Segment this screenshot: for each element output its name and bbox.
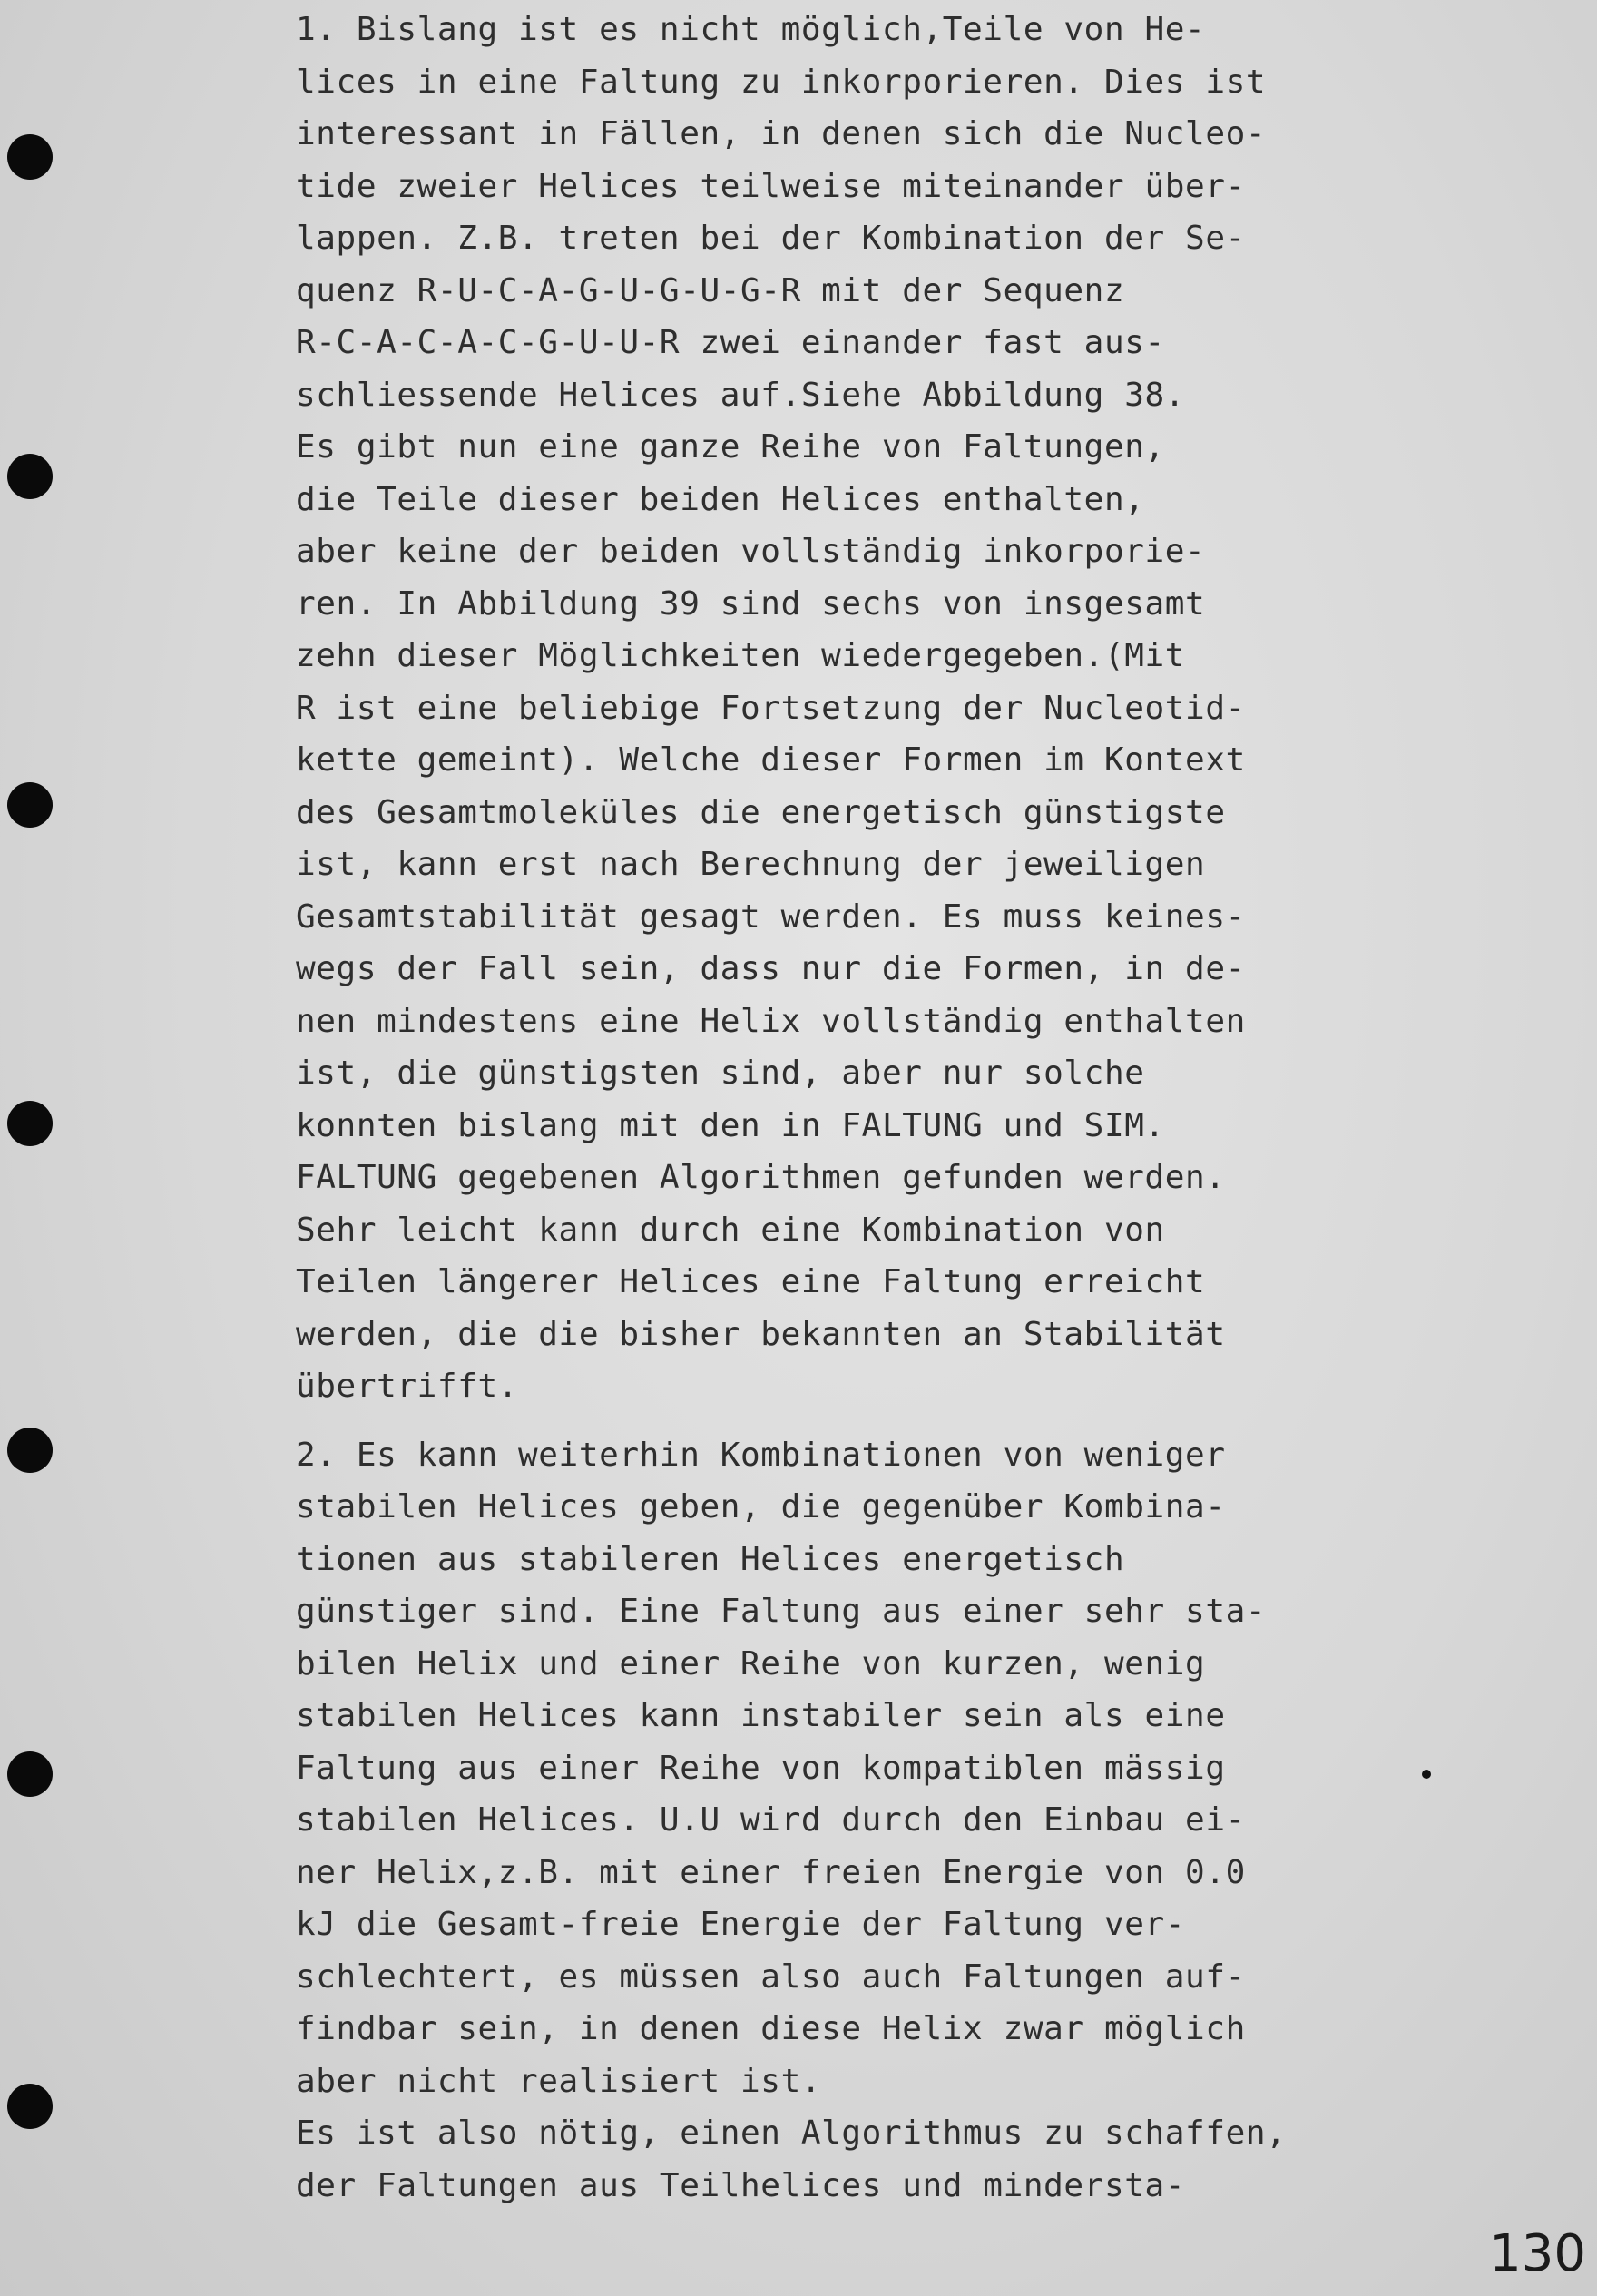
- text-line: 2. Es kann weiterhin Kombinationen von weniger: [296, 1436, 1226, 1474]
- text-line: quenz R-U-C-A-G-U-G-U-G-R mit der Sequenz: [296, 271, 1125, 309]
- text-line: 1. Bislang ist es nicht möglich,Teile von He-: [296, 11, 1206, 48]
- text-line: ren. In Abbildung 39 sind sechs von insgesamt: [296, 584, 1206, 623]
- punch-hole: [7, 1428, 53, 1473]
- text-line: ist, kann erst nach Berechnung der jeweiligen: [296, 846, 1206, 883]
- text-line: stabilen Helices geben, die gegenüber Kombina-: [296, 1488, 1226, 1526]
- punch-hole: [7, 134, 53, 180]
- punch-hole: [7, 454, 53, 499]
- paragraph-2: [296, 1429, 1430, 2213]
- text-line: interessant in Fällen, in denen sich die Nucleo-: [296, 115, 1267, 152]
- text-line: aber keine der beiden vollständig inkorporie-: [296, 533, 1206, 570]
- text-line: lices in eine Faltung zu inkorporieren. Dies ist: [296, 63, 1267, 101]
- text-line: tide zweier Helices teilweise miteinander über-: [296, 167, 1246, 205]
- paragraph-gap: [296, 1413, 1430, 1429]
- text-line: nen mindestens eine Helix vollständig enthalten: [296, 1002, 1246, 1040]
- text-line: ist, die günstigsten sind, aber nur solche: [296, 1055, 1145, 1092]
- text-line: R-C-A-C-A-C-G-U-U-R zwei einander fast aus-: [296, 324, 1165, 361]
- text-line: schliessende Helices auf.Siehe Abbildung 38.: [296, 376, 1186, 414]
- text-line: lappen. Z.B. treten bei der Kombination der Se-: [296, 220, 1246, 257]
- text-line: stabilen Helices. U.U wird durch den Einbau ei-: [296, 1801, 1246, 1839]
- text-line: übertrifft.: [296, 1368, 519, 1405]
- text-line: kette gemeint). Welche dieser Formen im Kontext: [296, 741, 1246, 779]
- text-line: tionen aus stabileren Helices energetisch: [296, 1540, 1125, 1578]
- text-line: Teilen längerer Helices eine Faltung erreicht: [296, 1263, 1206, 1300]
- punch-hole: [7, 2084, 53, 2129]
- text-line: werden, die die bisher bekannten an Stabilität: [296, 1315, 1226, 1353]
- text-line: Es ist also nötig, einen Algorithmus zu schaffen,: [296, 2114, 1287, 2152]
- text-line: der Faltungen aus Teilhelices und mindersta-: [296, 2166, 1186, 2204]
- text-line: zehn dieser Möglichkeiten wiedergegeben.(Mit: [296, 637, 1186, 674]
- text-line: Es gibt nun eine ganze Reihe von Faltungen,: [296, 428, 1165, 466]
- text-line: die Teile dieser beiden Helices enthalten,: [296, 480, 1145, 518]
- text-line: stabilen Helices kann instabiler sein als eine: [296, 1697, 1226, 1734]
- text-line: aber nicht realisiert ist.: [296, 2062, 822, 2100]
- text-line: R ist eine beliebige Fortsetzung der Nucleotid-: [296, 689, 1246, 727]
- text-line: findbar sein, in denen diese Helix zwar möglich: [296, 2010, 1246, 2047]
- text-line: Faltung aus einer Reihe von kompatiblen mässig: [296, 1749, 1226, 1787]
- text-line: bilen Helix und einer Reihe von kurzen, wenig: [296, 1644, 1206, 1683]
- text-line: günstiger sind. Eine Faltung aus einer sehr sta-: [296, 1593, 1267, 1630]
- punch-hole: [7, 1751, 53, 1797]
- text-line: Sehr leicht kann durch eine Kombination von: [296, 1211, 1165, 1249]
- punch-hole: [7, 782, 53, 828]
- paragraph-1: [296, 4, 1430, 1413]
- text-line: kJ die Gesamt-freie Energie der Faltung ver-: [296, 1906, 1186, 1943]
- text-line: wegs der Fall sein, dass nur die Formen, in de-: [296, 950, 1246, 987]
- punch-hole: [7, 1101, 53, 1146]
- page-number: 130: [1489, 2224, 1586, 2283]
- text-line: des Gesamtmoleküles die energetisch günstigste: [296, 793, 1226, 831]
- text-line: konnten bislang mit den in FALTUNG und SIM.: [296, 1106, 1165, 1144]
- text-line: schlechtert, es müssen also auch Faltungen auf-: [296, 1957, 1246, 1996]
- text-line: FALTUNG gegebenen Algorithmen gefunden werden.: [296, 1159, 1226, 1196]
- text-line: ner Helix,z.B. mit einer freien Energie von 0.0: [296, 1853, 1246, 1891]
- text-line: Gesamtstabilität gesagt werden. Es muss keines-: [296, 898, 1246, 936]
- typewritten-text: [296, 4, 1430, 2212]
